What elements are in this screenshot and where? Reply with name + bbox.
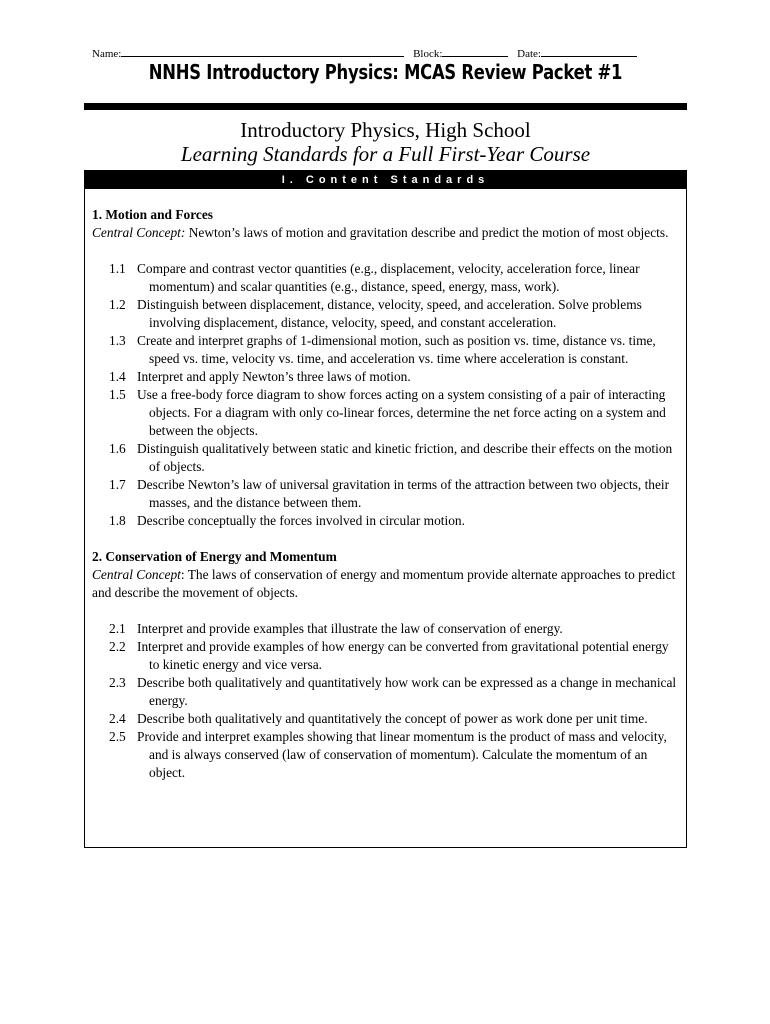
standard-number: 1.3 <box>109 333 126 348</box>
date-label: Date: <box>517 48 541 60</box>
concept-lead: Central Concept <box>92 567 181 582</box>
header-divider <box>84 103 687 110</box>
concept-text: Newton’s laws of motion and gravitation describe and predict the motion of most objects. <box>185 225 669 240</box>
standard-text: Provide and interpret examples showing that linear momentum is the product of mass and velocity, and is always conserved (law of conservation of momentum). Calculate the momentum of an object. <box>137 729 667 780</box>
concept-text: : The laws of conservation of energy and momentum provide alternate approaches to predict and describe the movement of objects. <box>92 567 676 600</box>
standard-text: Distinguish between displacement, distance, velocity, speed, and acceleration. Solve problems involving displacement, distance, velocity, speed, and constant acceleration. <box>137 297 642 330</box>
standard-item <box>92 620 679 638</box>
standards-list <box>92 620 679 782</box>
standard-number: 2.1 <box>109 621 126 636</box>
standard-item <box>92 710 679 728</box>
standard-item <box>92 332 679 368</box>
content-standards-box <box>84 170 687 848</box>
section-heading: 1. Motion and Forces <box>92 207 214 222</box>
standard-item <box>92 728 679 782</box>
standard-text: Describe both qualitatively and quantitatively the concept of power as work done per unit time. <box>137 711 648 726</box>
standard-text: Interpret and provide examples of how energy can be converted from gravitational potential energy to kinetic energy and vice versa. <box>137 639 669 672</box>
standards-list <box>92 260 679 530</box>
date-blank[interactable] <box>541 46 637 57</box>
standard-item <box>92 638 679 674</box>
student-info-line <box>92 46 652 61</box>
standard-item <box>92 674 679 710</box>
standard-item <box>92 296 679 332</box>
standard-item <box>92 368 679 386</box>
standard-text: Distinguish qualitatively between static and kinetic friction, and describe their effects on the motion of objects. <box>137 441 673 474</box>
standard-number: 1.6 <box>109 441 126 456</box>
standard-number: 2.4 <box>109 711 126 726</box>
block-blank[interactable] <box>442 46 508 57</box>
standard-number: 1.2 <box>109 297 126 312</box>
standard-text: Interpret and apply Newton’s three laws of motion. <box>137 369 411 384</box>
standard-text: Create and interpret graphs of 1-dimensional motion, such as position vs. time, distance vs. time, speed vs. time, velocity vs. time, and acceleration vs. time where acceleration is constant. <box>137 333 656 366</box>
packet-title: NNHS Introductory Physics: MCAS Review Packet #1 <box>148 60 623 84</box>
document-title: Introductory Physics, High School <box>240 118 531 142</box>
standard-number: 1.8 <box>109 513 126 528</box>
block-label: Block: <box>413 48 443 60</box>
standard-text: Describe both qualitatively and quantitatively how work can be expressed as a change in mechanical energy. <box>137 675 677 708</box>
central-concept <box>92 224 679 242</box>
section-heading: 2. Conservation of Energy and Momentum <box>92 549 337 564</box>
standard-number: 1.4 <box>109 369 126 384</box>
standard-item <box>92 260 679 296</box>
section-energy-momentum <box>92 548 679 782</box>
standard-item <box>92 440 679 476</box>
standard-number: 2.5 <box>109 729 126 744</box>
name-blank[interactable] <box>121 46 404 57</box>
standard-text: Use a free-body force diagram to show forces acting on a system consisting of a pair of interacting objects. For a diagram with only co-linear forces, determine the net force acting on a system and between the objects. <box>137 387 666 438</box>
standard-number: 2.2 <box>109 639 126 654</box>
standard-item <box>92 386 679 440</box>
standard-text: Compare and contrast vector quantities (e.g., displacement, velocity, acceleration force, linear momentum) and scalar quantities (e.g., distance, speed, energy, mass, work). <box>137 261 640 294</box>
section-banner: I. Content Standards <box>85 171 686 189</box>
document-subtitle: Learning Standards for a Full First-Year Course <box>180 142 591 166</box>
standard-item <box>92 512 679 530</box>
standard-number: 1.7 <box>109 477 126 492</box>
standards-content <box>85 189 686 782</box>
standard-text: Interpret and provide examples that illustrate the law of conservation of energy. <box>137 621 563 636</box>
standard-text: Describe conceptually the forces involved in circular motion. <box>137 513 465 528</box>
standard-number: 2.3 <box>109 675 126 690</box>
standard-text: Describe Newton’s law of universal gravitation in terms of the attraction between two objects, their masses, and the distance between them. <box>137 477 670 510</box>
name-label: Name: <box>92 48 122 60</box>
central-concept <box>92 566 679 602</box>
section-motion-forces <box>92 206 679 530</box>
standard-item <box>92 476 679 512</box>
standard-number: 1.1 <box>109 261 126 276</box>
standard-number: 1.5 <box>109 387 126 402</box>
concept-lead: Central Concept: <box>92 225 186 240</box>
